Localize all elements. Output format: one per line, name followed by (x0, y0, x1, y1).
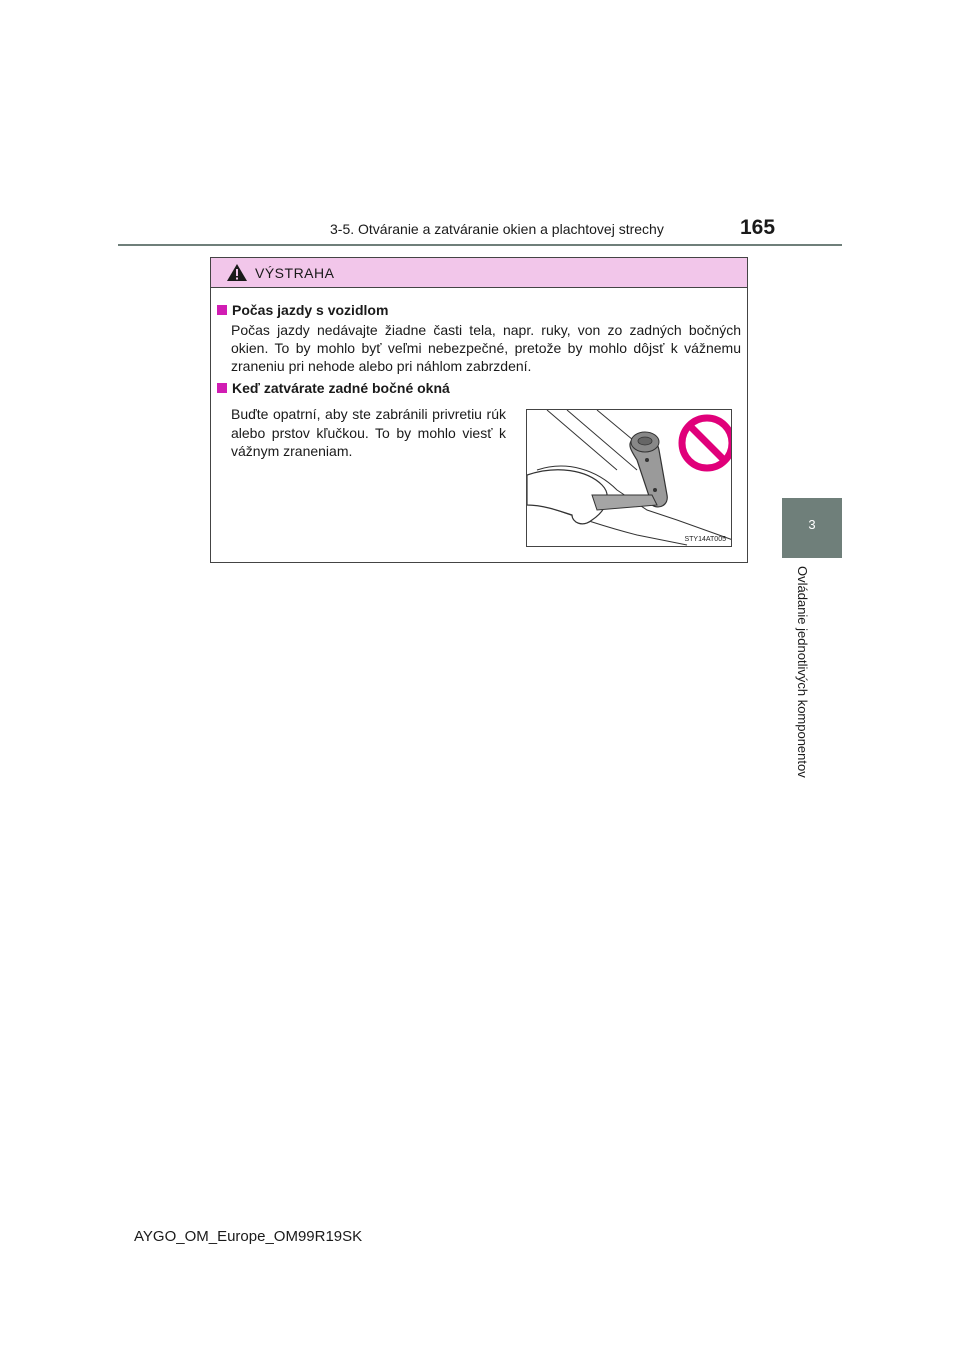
section-title: 3-5. Otváranie a zatváranie okien a plachtovej strechy (330, 221, 664, 237)
warning-title: VÝSTRAHA (255, 265, 335, 281)
chapter-number: 3 (808, 517, 816, 532)
chapter-tab (782, 498, 842, 558)
warning-header (211, 258, 747, 288)
warning-box (210, 257, 748, 563)
square-bullet-icon (217, 305, 227, 315)
square-bullet-icon (217, 383, 227, 393)
chapter-label: Ovládanie jednotlivých komponentov (795, 566, 810, 778)
section-text: Počas jazdy nedávajte žiadne časti tela, napr. ruky, von zo zadných bočných okien. To by mohlo byť veľmi nebezpečné, pretože by mohlo dôjsť k vážnemu zraneniu pri nehode alebo pri náhlom zabrzdení. (231, 322, 741, 374)
section-heading: Počas jazdy s vozidlom (217, 302, 388, 318)
section-heading: Keď zatvárate zadné bočné okná (217, 380, 450, 396)
page-number: 165 (740, 216, 776, 239)
illustration-code: STY14AT005 (684, 536, 726, 543)
footer-doc-id: AYGO_OM_Europe_OM99R19SK (134, 1228, 363, 1245)
prohibition-icon (682, 418, 732, 468)
warning-triangle-icon (226, 263, 248, 282)
header-rule (118, 244, 842, 246)
hand-window-handle-drawing (527, 410, 732, 547)
section-text: Buďte opatrní, aby ste zabránili privretiu rúk alebo prstov kľučkou. To by mohlo viesť k vážnym zraneniam. (231, 406, 506, 459)
illustration-hand-on-handle (526, 409, 732, 547)
